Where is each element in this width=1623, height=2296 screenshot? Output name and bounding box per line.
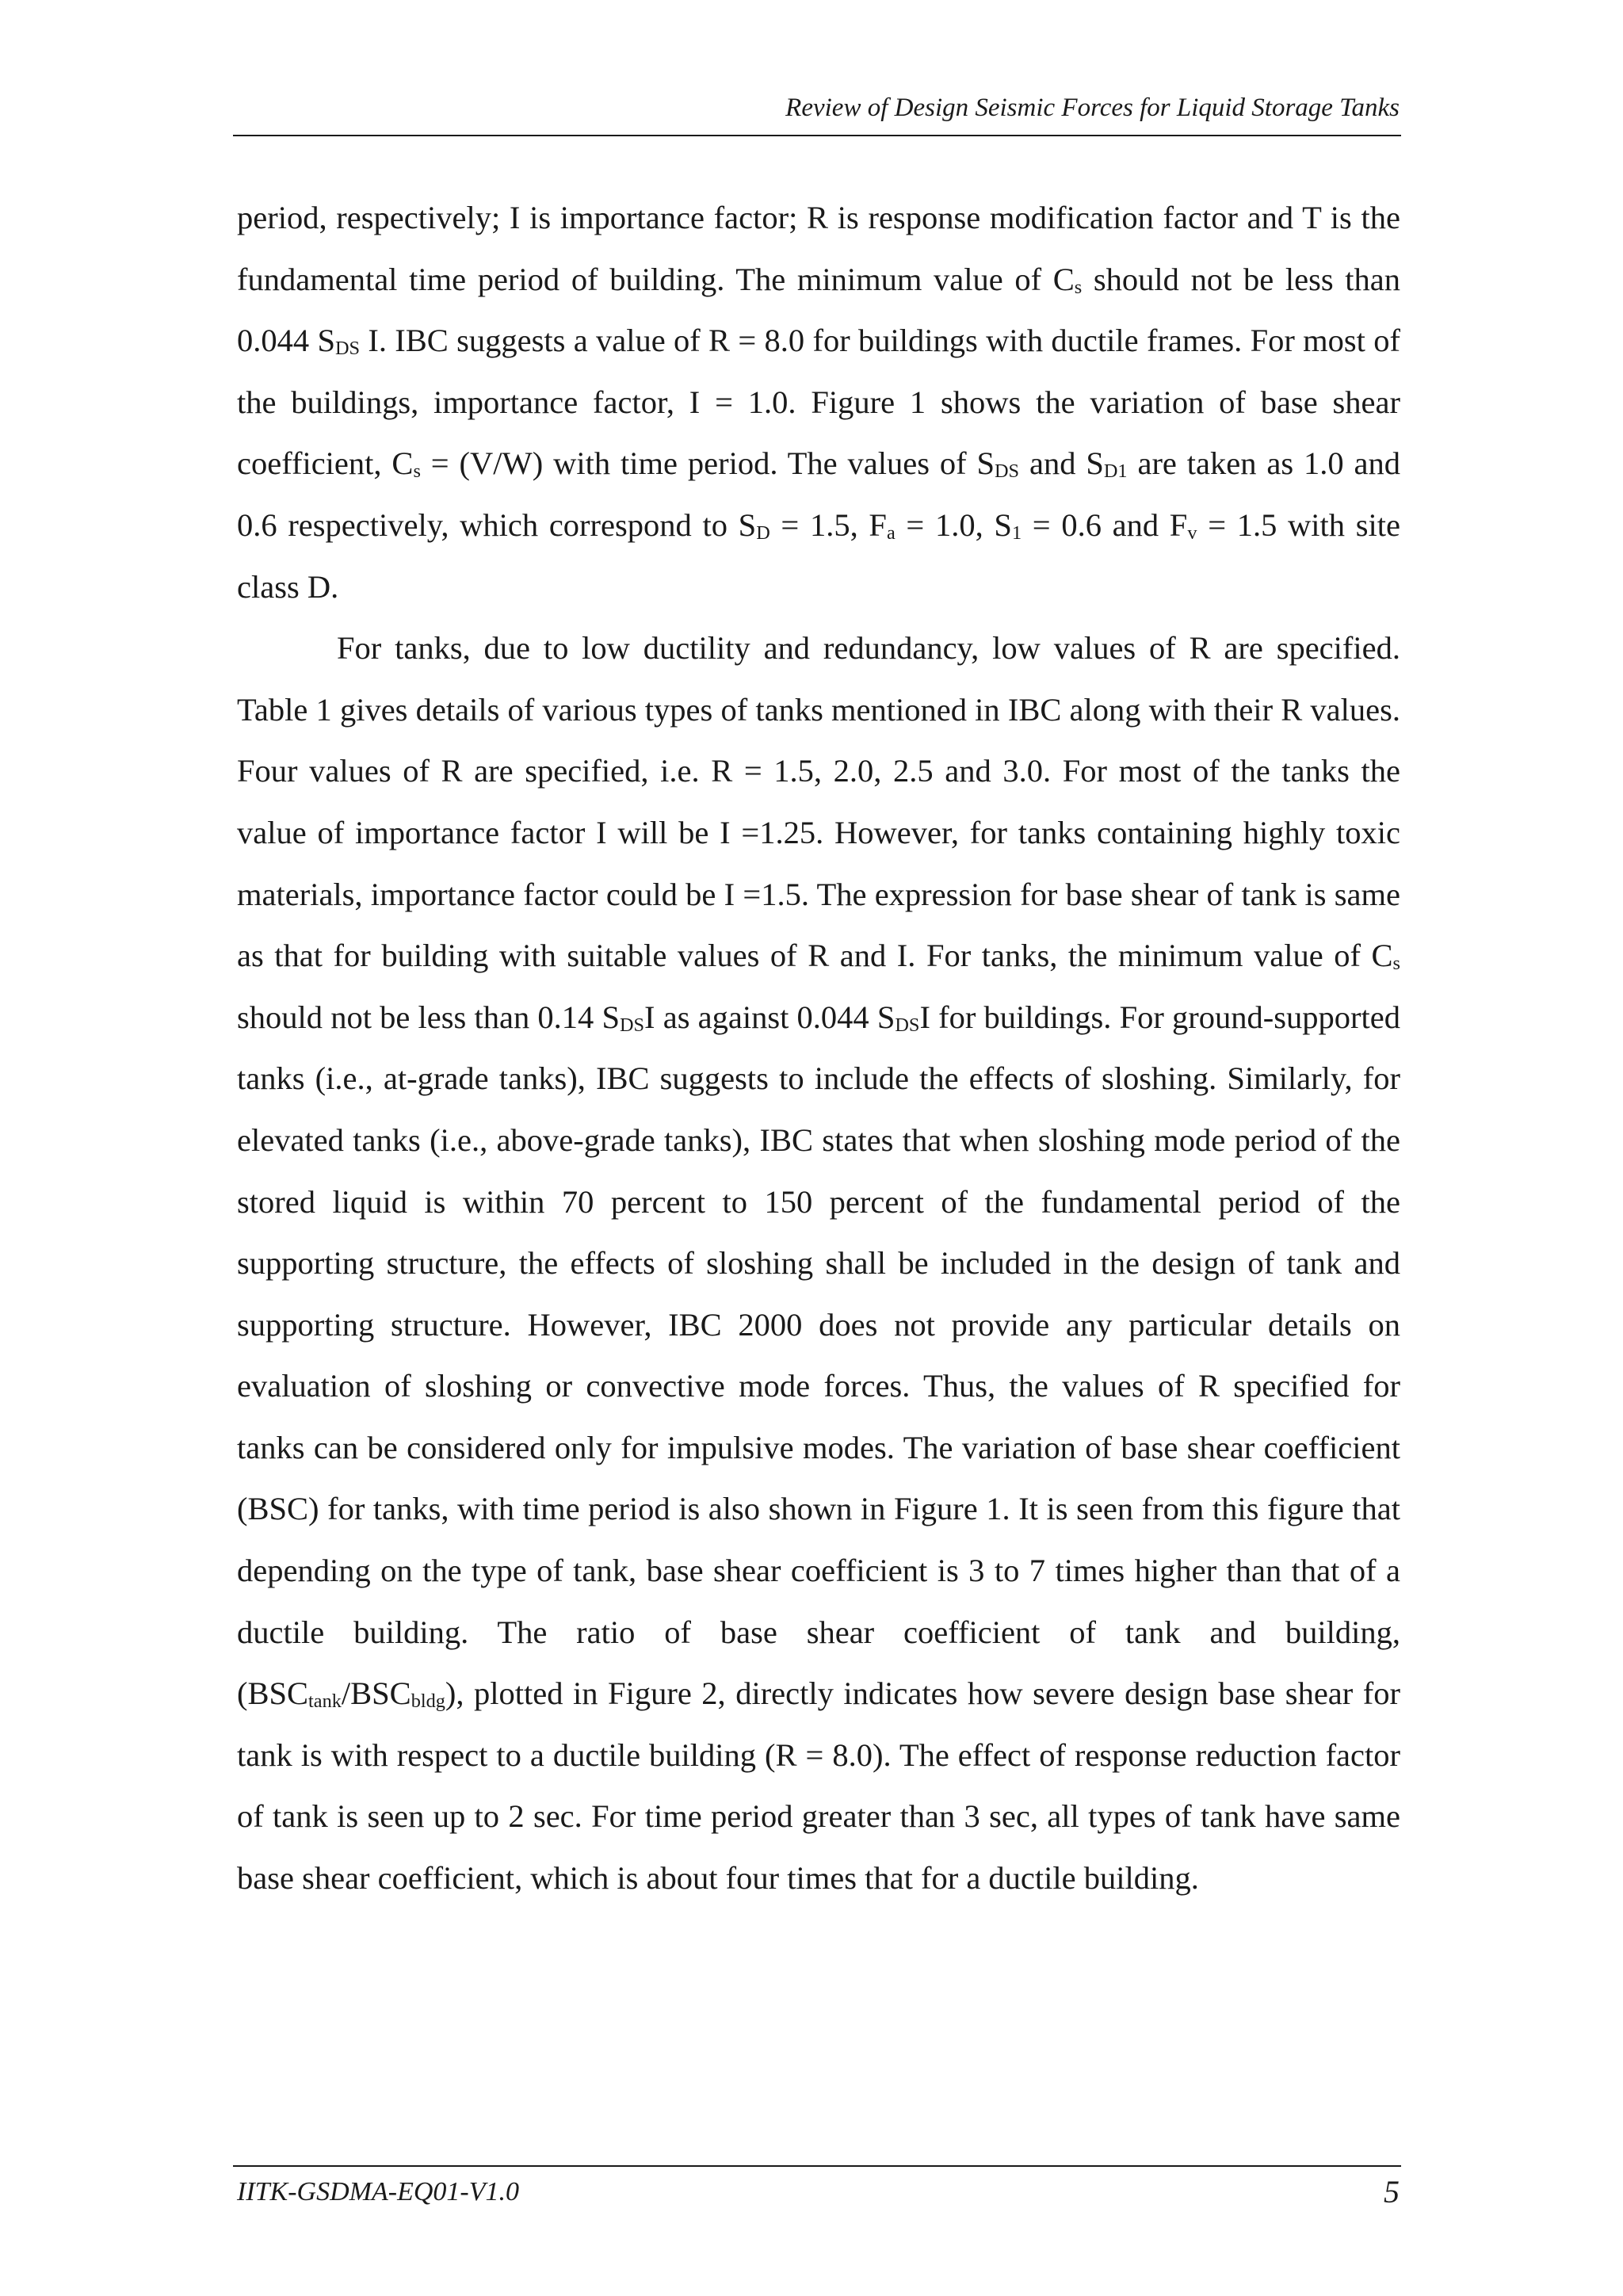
paragraph-1: [237, 187, 1400, 617]
subscript: D: [756, 521, 770, 544]
subscript: 1: [1011, 521, 1022, 544]
text-run: = 1.5 with site class D.: [237, 506, 1400, 605]
text-run: and S: [1019, 445, 1104, 482]
subscript: D1: [1103, 460, 1128, 483]
subscript: s: [1392, 953, 1400, 975]
subscript: DS: [995, 460, 1020, 483]
text-run: ), plotted in Figure 2, directly indicates how severe design base shear for tank is with respect to a ductile building (R = 8.0). The effect of response reduction factor of tank is seen up to 2 sec. For time period greater than 3 sec, all types of tank have same base shear coefficient, which is about four times that for a ductile building.: [237, 1675, 1400, 1897]
subscript: tank: [308, 1690, 342, 1713]
subscript: bldg: [411, 1690, 445, 1713]
text-run: should not be less than 0.044 S: [237, 261, 1400, 359]
page-number: 5: [1384, 2174, 1400, 2210]
subscript: s: [413, 460, 421, 483]
text-run: = 1.0, S: [895, 506, 1012, 543]
text-run: = 1.5, F: [769, 506, 887, 543]
text-run: I for buildings. For ground-supported tanks (i.e., at-grade tanks), IBC suggests to include the effects of sloshing. Similarly, for elevated tanks (i.e., above-grade tanks), IBC states that when sloshing mode period of the stored liquid is within 70 percent to 150 percent of the fundamental period of the supporting structure, the effects of sloshing shall be included in the design of tank and supporting structure. However, IBC 2000 does not provide any particular details on evaluation of sloshing or convective mode forces. Thus, the values of R specified for tanks can be considered only for impulsive modes. The variation of base shear coefficient (BSC) for tanks, with time period is also shown in Figure 1. It is seen from this figure that depending on the type of tank, base shear coefficient is 3 to 7 times higher than that of a ductile building. The ratio of base shear coefficient of tank and building, (BSC: [237, 999, 1400, 1712]
text-run: should not be less than 0.14 S: [237, 999, 620, 1035]
text-run: are taken as 1.0 and 0.6 respectively, which correspond to S: [237, 445, 1401, 543]
header-rule: [233, 135, 1401, 136]
body-text: [237, 187, 1400, 1909]
subscript: DS: [334, 338, 361, 360]
subscript: s: [1074, 276, 1083, 298]
subscript: DS: [619, 1014, 645, 1036]
footer-rule: [233, 2165, 1401, 2167]
subscript: a: [886, 521, 896, 544]
text-run: period, respectively; I is importance factor; R is response modification factor and T is the fundamental time period of building. The minimum value of C: [237, 200, 1400, 297]
subscript: DS: [895, 1014, 920, 1036]
text-run: I. IBC suggests a value of R = 8.0 for buildings with ductile frames. For most of the buildings, importance factor, I = 1.0. Figure 1 shows the variation of base shear coefficient, C: [237, 323, 1400, 482]
footer-document-id: IITK-GSDMA-EQ01-V1.0: [237, 2177, 519, 2206]
text-run: I as against 0.044 S: [644, 999, 896, 1035]
text-run: /BSC: [341, 1675, 411, 1712]
text-run: = (V/W) with time period. The values of S: [420, 445, 995, 482]
running-header-title: Review of Design Seismic Forces for Liquid Storage Tanks: [785, 94, 1400, 122]
text-run: = 0.6 and F: [1022, 506, 1188, 543]
text-run: For tanks, due to low ductility and redundancy, low values of R are specified. Table 1 gives details of various types of tanks mentioned in IBC along with their R values. Four values of R are specified, i.e. R = 1.5, 2.0, 2.5 and 3.0. For most of the tanks the value of importance factor I will be I =1.25. However, for tanks containing highly toxic materials, importance factor could be I =1.5. The expression for base shear of tank is same as that for building with suitable values of R and I. For tanks, the minimum value of C: [237, 630, 1400, 974]
paragraph-2: [237, 617, 1400, 1908]
subscript: v: [1187, 521, 1197, 544]
